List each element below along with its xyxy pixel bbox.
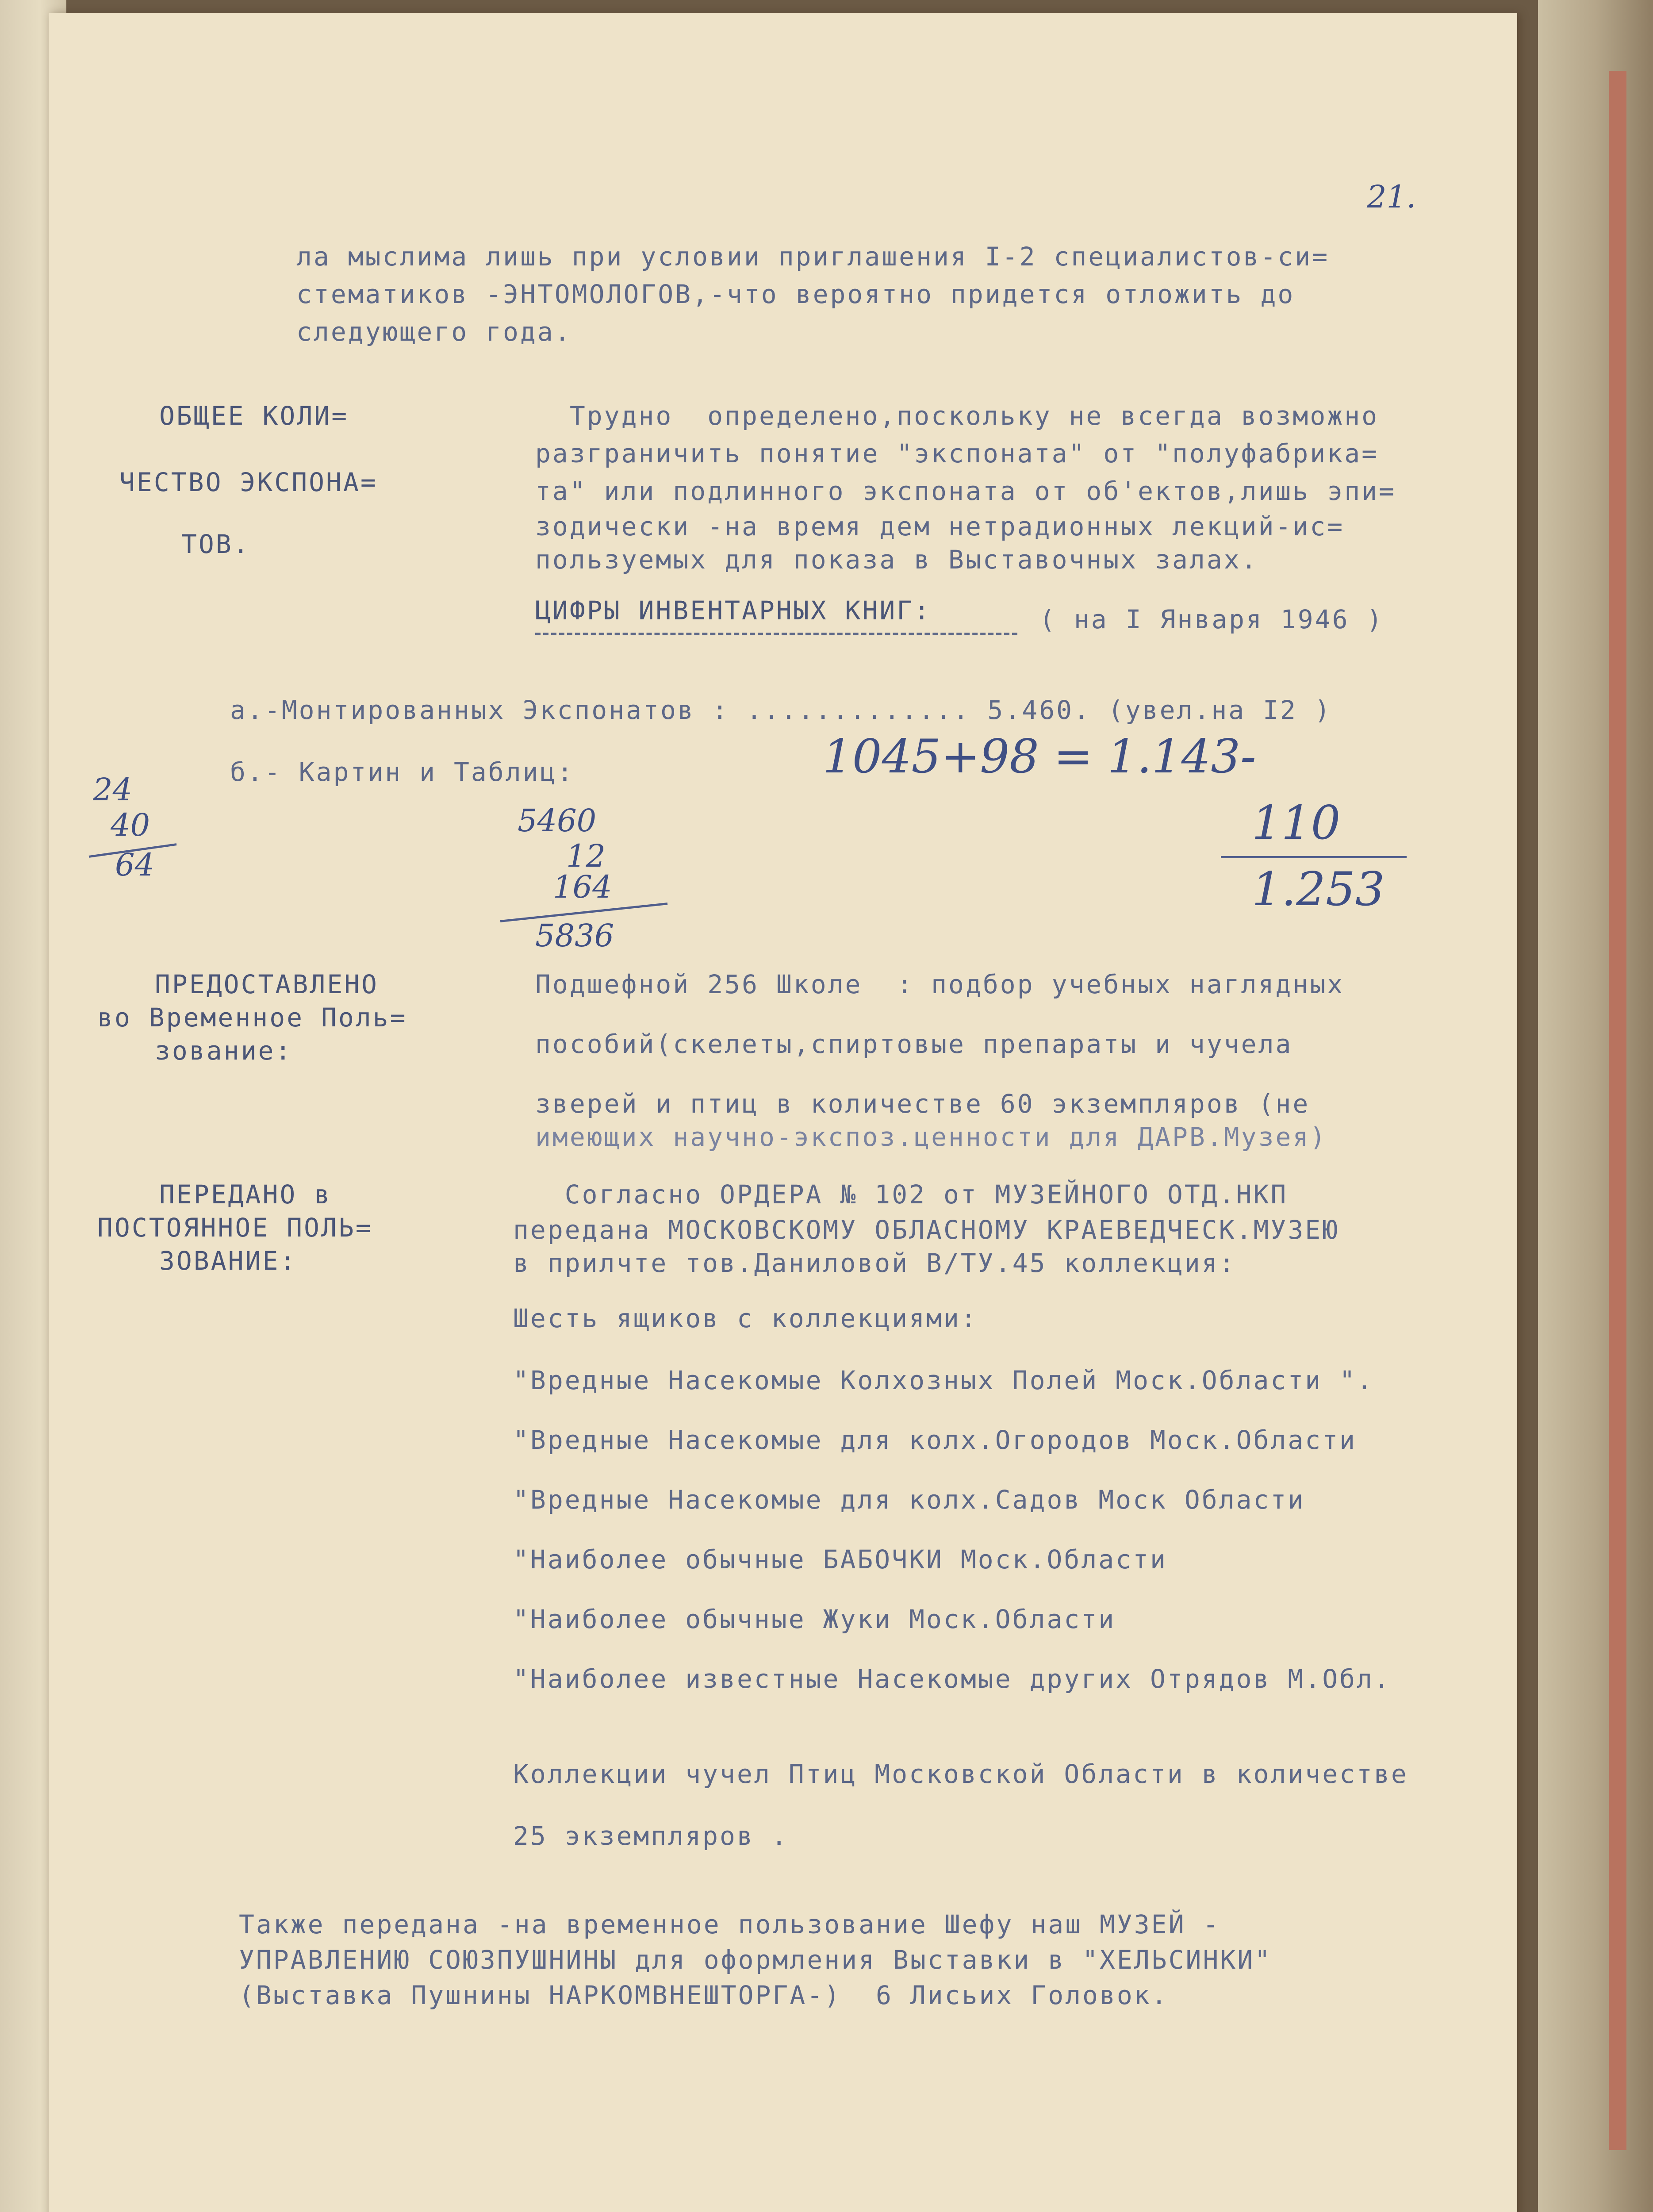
inventory-date: ( на I Января 1946 ) [1039,604,1384,634]
birds-collection-1: Коллекции чучел Птиц Московской Области в количестве [513,1759,1408,1789]
temporary-text-4: имеющих научно-экспоз.ценности для ДАРВ.Музея) [535,1122,1327,1152]
handwritten-calc-4: 5836 [535,918,614,954]
collection-1: "Вредные Насекомые Колхозных Полей Моск.Области ". [513,1365,1374,1395]
collection-4: "Наиболее обычные БАБОЧКИ Моск.Области [513,1544,1167,1575]
exhibits-text-2: разграничить понятие "экспоната" от "полуфабрика= [535,438,1379,469]
inventory-title: ЦИФРЫ ИНВЕНТАРНЫХ КНИГ: [535,595,932,626]
temporary-heading-2: во Временное Поль= [97,1002,407,1033]
collection-6: "Наиболее известные Насекомые других Отрядов М.Обл. [513,1664,1391,1694]
intro-line-1: ла мыслима лишь при условии приглашения I-2 специалистов-си= [296,242,1330,272]
temporary-text-3: зверей и птиц в количестве 60 экземпляров (не [535,1089,1310,1119]
handwritten-minus: 110 [1252,796,1341,850]
exhibits-heading-2: ЧЕСТВО ЭКСПОНА= [119,467,378,497]
permanent-heading-3: ЗОВАНИЕ: [159,1246,297,1276]
temporary-heading-3: зование: [155,1036,293,1066]
boxes-intro: Шесть ящиков с коллекциями: [513,1303,978,1333]
item-a-mounted-exhibits: а.-Монтированных Экспонатов : ............. 5.460. (увел.на I2 ) [230,695,1332,725]
permanent-heading-2: ПОСТОЯННОЕ ПОЛЬ= [97,1213,373,1243]
exhibits-text-4: зодически -на время дем нетрадионных лекций-ис= [535,511,1345,541]
handwritten-sum: 1045+98 = 1.143- [823,730,1256,783]
margin-calc-1: 24 [93,772,133,808]
exhibits-heading-1: ОБЩЕЕ КОЛИ= [159,401,349,431]
handwritten-sum-rule [1221,856,1407,858]
handwritten-calc-2: 12 [566,838,606,874]
folder-edge [1609,71,1626,2150]
temporary-text-2: пособий(скелеты,спиртовые препараты и чучела [535,1029,1293,1059]
collection-2: "Вредные Насекомые для колх.Огородов Моск.Области [513,1425,1357,1455]
permanent-heading-1: ПЕРЕДАНО в [159,1179,332,1210]
intro-line-2: стематиков -ЭНТОМОЛОГОВ,-что вероятно придется отложить до [296,279,1295,309]
page-number: 21. [1367,179,1416,215]
exhibits-text-3: та" или подлинного экспоната от об'ектов,лишь эпи= [535,476,1396,506]
exhibits-text-5: пользуемых для показа в Выставочных залах. [535,545,1258,575]
temporary-heading-1: ПРЕДОСТАВЛЕНО [155,969,379,999]
permanent-text-2: передана МОСКОВСКОМУ ОБЛАСНОМУ КРАЕВЕДЧЕСК.МУЗЕЮ [513,1215,1340,1245]
handwritten-calc-1: 5460 [518,803,597,839]
underlying-pages-right [1538,0,1653,2212]
document-page [49,13,1517,2212]
margin-calc-3: 64 [115,847,155,883]
exhibits-text-1: Трудно определено,поскольку не всегда возможно [535,401,1379,431]
item-b-pictures-tables: б.- Картин и Таблиц: [230,757,575,787]
birds-collection-2: 25 экземпляров . [513,1821,789,1851]
footer-line-3: (Выставка Пушнины НАРКОМВНЕШТОРГА-) 6 Лисьих Головок. [239,1980,1169,2010]
footer-line-2: УПРАВЛЕНИЮ СОЮЗПУШНИНЫ для оформления Выставки в "ХЕЛЬСИНКИ" [239,1945,1272,1975]
collection-5: "Наиболее обычные Жуки Моск.Области [513,1604,1116,1634]
handwritten-result: 1.253 [1252,862,1385,916]
footer-line-1: Также передана -на временное пользование Шефу наш МУЗЕЙ - [239,1909,1220,1939]
collection-3: "Вредные Насекомые для колх.Садов Моск Области [513,1485,1305,1515]
handwritten-calc-3: 164 [553,869,612,905]
inventory-title-underline [535,633,1017,635]
temporary-text-1: Подшефной 256 Школе : подбор учебных наглядных [535,969,1345,999]
intro-line-3: следующего года. [296,317,572,347]
exhibits-heading-3: ТОВ. [181,529,250,559]
permanent-text-1: Согласно ОРДЕРА № 102 от МУЗЕЙНОГО ОТД.НКП [513,1179,1288,1210]
margin-calc-2: 40 [111,807,150,843]
permanent-text-3: в прилчте тов.Даниловой В/ТУ.45 коллекция: [513,1248,1236,1278]
